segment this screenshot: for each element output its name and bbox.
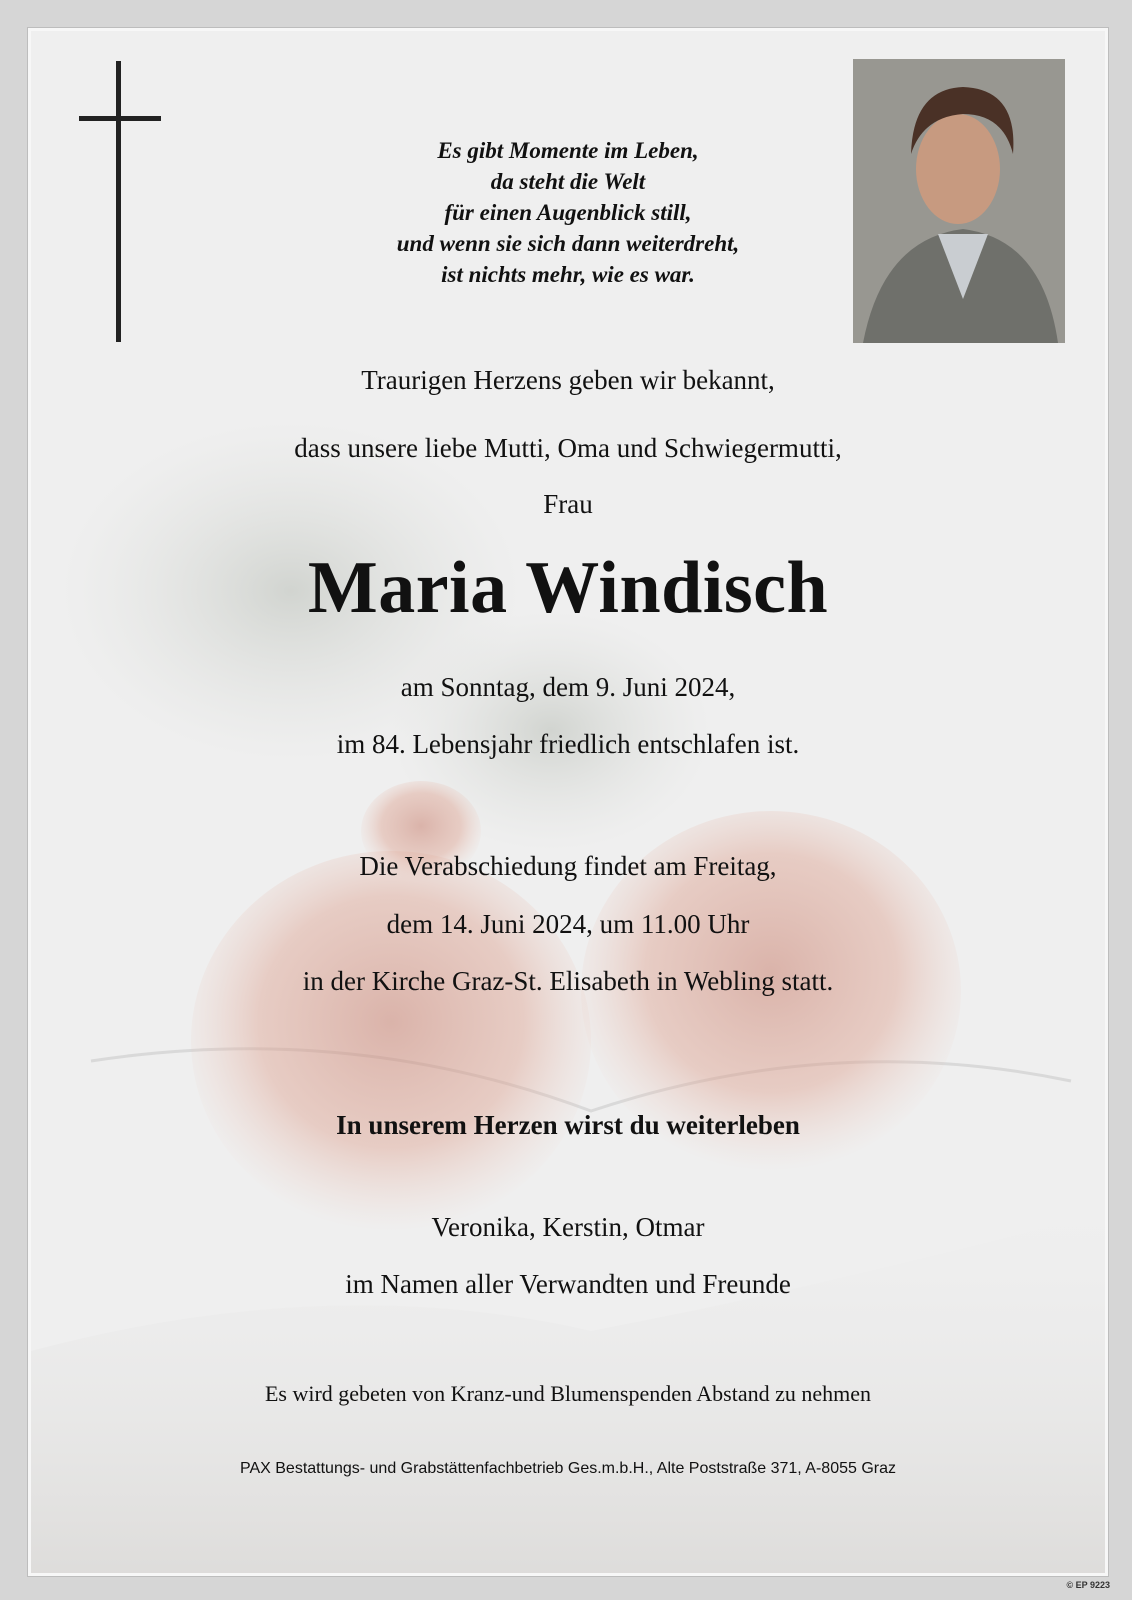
funeral-home-footer: PAX Bestattungs- und Grabstättenfachbetrieb Ges.m.b.H., Alte Poststraße 371, A-8055 Graz [239,1460,897,1477]
announcement-intro: Traurigen Herzens geben wir bekannt, [361,365,775,395]
death-date: am Sonntag, dem 9. Juni 2024, [400,672,736,702]
verse-line-5: ist nichts mehr, wie es war. [441,262,695,287]
announcement-salutation: Frau [543,489,593,519]
verse-line-4: und wenn sie sich dann weiterdreht, [396,231,740,256]
obituary-card [28,28,1108,1576]
verse-line-1: Es gibt Momente im Leben, [437,138,699,163]
announcement-relation: dass unsere liebe Mutti, Oma und Schwiegermutti, [294,433,842,463]
donation-note: Es wird gebeten von Kranz-und Blumenspenden Abstand zu nehmen [264,1381,872,1406]
motto: In unserem Herzen wirst du weiterleben [336,1110,800,1140]
farewell-line-2: dem 14. Juni 2024, um 11.00 Uhr [386,909,750,939]
verse-line-3: für einen Augenblick still, [444,200,692,225]
mourner-names: Veronika, Kerstin, Otmar [431,1212,705,1242]
mourners-on-behalf: im Namen aller Verwandten und Freunde [345,1269,791,1299]
farewell-line-1: Die Verabschiedung findet am Freitag, [359,851,777,881]
farewell-line-3: in der Kirche Graz-St. Elisabeth in Webling statt. [302,966,834,996]
age-line: im 84. Lebensjahr friedlich entschlafen ist. [336,729,800,759]
verse-line-2: da steht die Welt [490,169,646,194]
copyright-mark: © EP 9223 [1066,1580,1110,1590]
deceased-name: Maria Windisch [307,547,829,629]
